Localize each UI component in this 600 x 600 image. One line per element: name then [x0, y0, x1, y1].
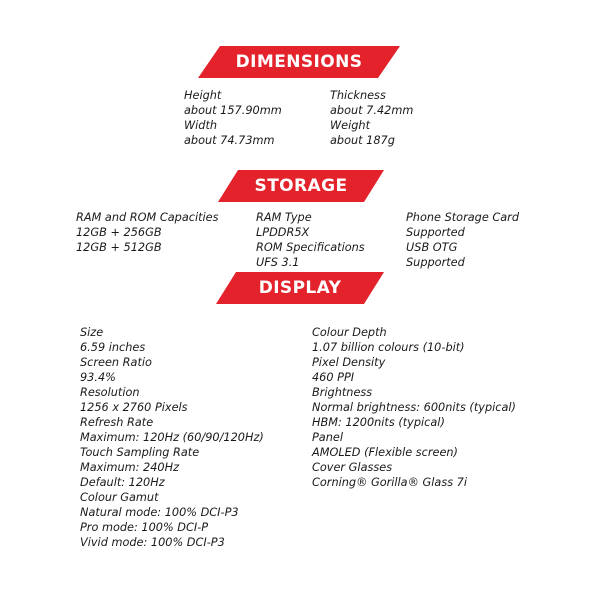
storage-title: STORAGE	[254, 176, 348, 196]
display-line: Colour Gamut	[80, 491, 159, 504]
dimensions-col-2	[330, 88, 413, 148]
dimensions-title: DIMENSIONS	[235, 52, 363, 72]
dimensions-line: Width	[184, 119, 218, 132]
display-banner	[216, 272, 384, 304]
storage-line: Supported	[406, 226, 465, 239]
storage-line: Supported	[406, 256, 465, 269]
storage-line: 12GB + 512GB	[76, 241, 162, 254]
storage-line: RAM and ROM Capacities	[76, 211, 219, 224]
dimensions-line: Height	[184, 89, 222, 102]
display-line: 1.07 billion colours (10-bit)	[312, 341, 465, 354]
display-line: Touch Sampling Rate	[80, 446, 200, 459]
display-line: HBM: 1200nits (typical)	[312, 416, 445, 429]
display-line: Normal brightness: 600nits (typical)	[312, 401, 516, 414]
display-line: 460 PPI	[312, 371, 355, 384]
dimensions-line: Thickness	[330, 89, 386, 102]
storage-line: ROM Specifications	[256, 241, 365, 254]
dimensions-line: about 7.42mm	[330, 104, 414, 117]
display-line: Pixel Density	[312, 356, 386, 369]
dimensions-line: about 74.73mm	[184, 134, 275, 147]
storage-line: UFS 3.1	[256, 256, 300, 269]
display-line: Resolution	[80, 386, 140, 399]
dimensions-line: about 187g	[330, 134, 395, 147]
display-line: Default: 120Hz	[80, 476, 165, 489]
display-col-1	[80, 325, 264, 550]
storage-col-2	[256, 210, 365, 270]
display-line: Screen Ratio	[80, 356, 152, 369]
display-line: Cover Glasses	[312, 461, 393, 474]
storage-col-3	[406, 210, 519, 270]
display-line: AMOLED (Flexible screen)	[312, 446, 458, 459]
display-col-2	[312, 325, 516, 490]
storage-col-1	[76, 210, 219, 255]
storage-line: USB OTG	[406, 241, 458, 254]
dimensions-line: Weight	[330, 119, 371, 132]
dimensions-line: about 157.90mm	[184, 104, 282, 117]
display-line: Vivid mode: 100% DCI-P3	[80, 536, 225, 549]
storage-line: LPDDR5X	[256, 226, 310, 239]
display-line: Brightness	[312, 386, 373, 399]
dimensions-banner	[198, 46, 400, 78]
dimensions-col-1	[184, 88, 282, 148]
display-line: Natural mode: 100% DCI-P3	[80, 506, 239, 519]
storage-line: Phone Storage Card	[406, 211, 520, 224]
display-title: DISPLAY	[258, 278, 342, 298]
storage-banner	[218, 170, 384, 202]
storage-line: RAM Type	[256, 211, 312, 224]
display-line: Maximum: 240Hz	[80, 461, 180, 474]
display-line: Refresh Rate	[80, 416, 154, 429]
display-line: Colour Depth	[312, 326, 387, 339]
display-line: 6.59 inches	[80, 341, 146, 354]
display-line: Pro mode: 100% DCI-P	[80, 521, 209, 534]
display-line: Corning® Gorilla® Glass 7i	[312, 476, 468, 489]
storage-line: 12GB + 256GB	[76, 226, 162, 239]
display-line: Size	[80, 326, 104, 339]
display-line: 1256 x 2760 Pixels	[80, 401, 188, 414]
display-line: 93.4%	[80, 371, 116, 384]
display-line: Panel	[312, 431, 343, 444]
display-line: Maximum: 120Hz (60/90/120Hz)	[80, 431, 264, 444]
